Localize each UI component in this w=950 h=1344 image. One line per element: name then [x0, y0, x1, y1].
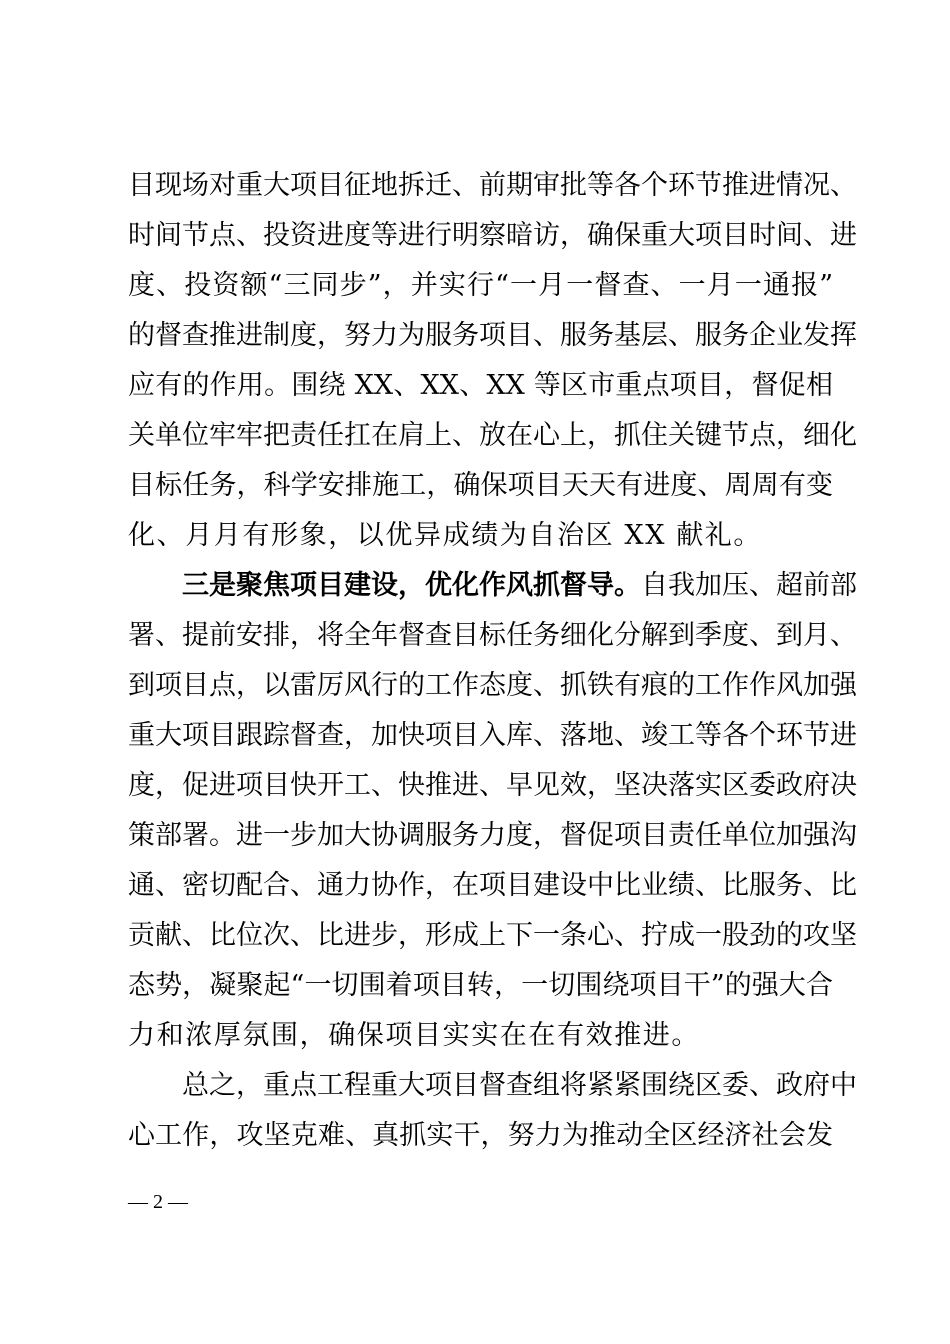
paragraph-2-line-5: 度，促进项目快开工、快推进、早见效，坚决落实区委政府决: [128, 770, 857, 801]
paragraph-1-line-4: 的督查推进制度，努力为服务项目、服务基层、服务企业发挥: [128, 320, 857, 351]
paragraph-2-line-1: [182, 566, 857, 606]
paragraph-2-heading: 三是聚焦项目建设，优化作风抓督导。: [182, 570, 641, 601]
paragraph-2-line-6: 策部署。进一步加大协调服务力度，督促项目责任单位加强沟: [128, 820, 857, 851]
page-number: — 2 —: [128, 1191, 188, 1213]
paragraph-3-line-1: 总之，重点工程重大项目督查组将紧紧围绕区委、政府中: [182, 1070, 857, 1101]
paragraph-2-line-2: 署、提前安排，将全年督查目标任务细化分解到季度、到月、: [128, 620, 857, 651]
paragraph-3-line-2: 心工作，攻坚克难、真抓实干，努力为推动全区经济社会发: [128, 1120, 833, 1151]
paragraph-1-line-5: 应有的作用。围绕 XX、XX、XX 等区市重点项目，督促相: [128, 370, 833, 401]
paragraph-1-line-6: 关单位牢牢把责任扛在肩上、放在心上，抓住关键节点，细化: [128, 420, 857, 451]
paragraph-2-line-9: 态势，凝聚起“一切围着项目转，一切围绕项目干”的强大合: [128, 970, 833, 1001]
paragraph-1-line-8: 化、月月有形象，以优异成绩为自治区 XX 献礼。: [128, 520, 763, 551]
paragraph-2-line-10: 力和浓厚氛围，确保项目实实在在有效推进。: [128, 1020, 700, 1051]
paragraph-1-line-3: 度、投资额“三同步”，并实行“一月一督查、一月一通报”: [128, 270, 833, 301]
paragraph-2-line-7: 通、密切配合、通力协作，在项目建设中比业绩、比服务、比: [128, 870, 857, 901]
paragraph-2-line-4: 重大项目跟踪督查，加快项目入库、落地、竣工等各个环节进: [128, 720, 857, 751]
paragraph-2-first-line-rest: 自我加压、超前部: [641, 570, 857, 601]
paragraph-2-line-3: 到项目点，以雷厉风行的工作态度、抓铁有痕的工作作风加强: [128, 670, 857, 701]
paragraph-1-line-2: 时间节点、投资进度等进行明察暗访，确保重大项目时间、进: [128, 220, 857, 251]
paragraph-1-line-7: 目标任务，科学安排施工，确保项目天天有进度、周周有变: [128, 470, 833, 501]
paragraph-2-line-8: 贡献、比位次、比进步，形成上下一条心、拧成一股劲的攻坚: [128, 920, 857, 951]
paragraph-1-line-1: 目现场对重大项目征地拆迁、前期审批等各个环节推进情况、: [128, 170, 857, 201]
